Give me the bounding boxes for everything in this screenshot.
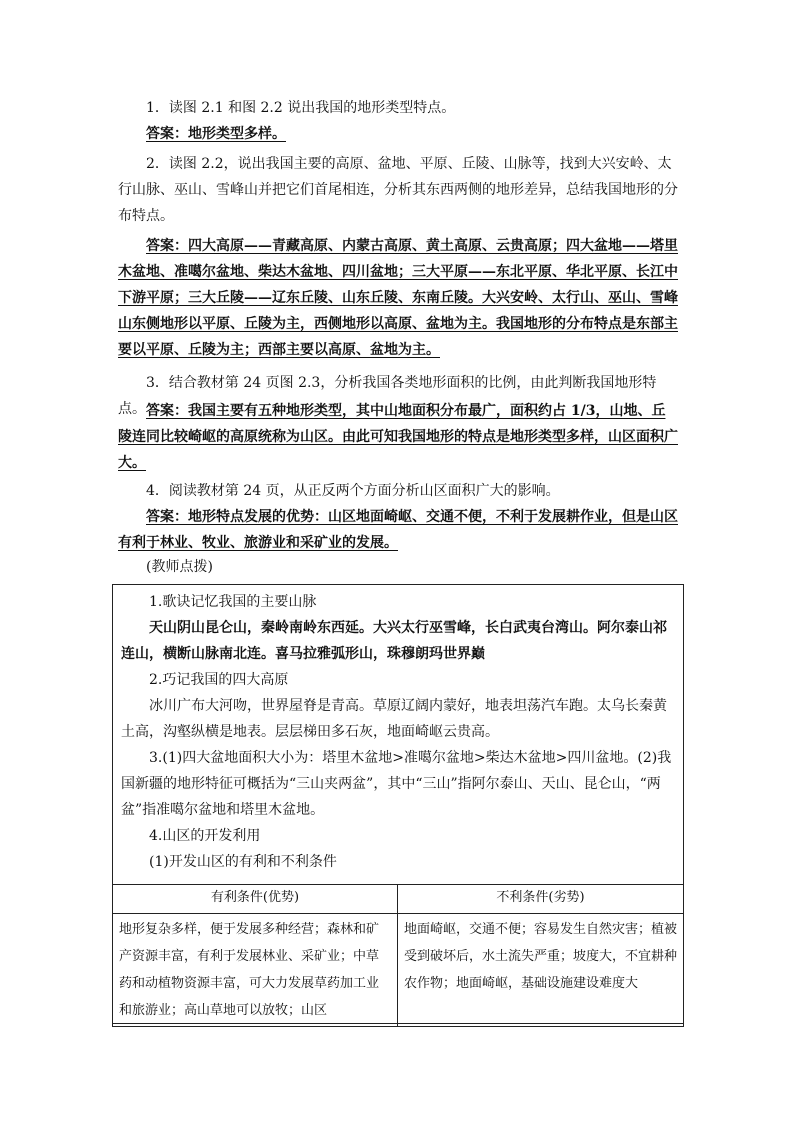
answer-1 [118, 121, 678, 147]
answer-3-text: 答案：我国主要有五种地形类型，其中山地面积分布最广，面积约占 1/3，山地、丘陵连同比较崎岖的高原统称为山区。由此可知我国地形的特点是地形类型多样，山区面积广大。 [118, 403, 678, 471]
tip-heading-2: 2.巧记我国的四大高原 [149, 672, 289, 688]
table-header-advantages: 有利条件(优势) [113, 885, 398, 914]
question-1: 1．读图 2.1 和图 2.2 说出我国的地形类型特点。 [146, 100, 456, 116]
answer-4 [118, 504, 678, 556]
table-header-disadvantages: 不利条件(劣势) [398, 885, 684, 914]
tip-heading-4: 4.山区的开发利用 [149, 828, 261, 844]
teacher-tip-box [112, 584, 684, 1024]
conditions-table [112, 884, 684, 1027]
question-2: 2．读图 2.2，说出我国主要的高原、盆地、平原、丘陵、山脉等，找到大兴安岭、太行山脉、巫山、雪峰山并把它们首尾相连，分析其东西两侧的地形差异，总结我国地形的分布特点。 [118, 156, 678, 224]
answer-2-text: 答案：四大高原——青藏高原、内蒙古高原、黄土高原、云贵高原；四大盆地——塔里木盆地、准噶尔盆地、柴达木盆地、四川盆地；三大平原——东北平原、华北平原、长江中下游平原；三大丘陵——辽东丘陵、山东丘陵、东南丘陵。大兴安岭、太行山、巫山、雪峰山东侧地形以平原、丘陵为主，西侧地形以高原、盆地为主。我国地形的分布特点是东部主要以平原、丘陵为主；西部主要以高原、盆地为主。 [118, 238, 678, 358]
tip-heading-1: 1.歌诀记忆我国的主要山脉 [149, 594, 317, 610]
tip-paragraph-3: 3.(1)四大盆地面积大小为：塔里木盆地>准噶尔盆地>柴达木盆地>四川盆地。(2)我国新疆的地形特征可概括为“三山夹两盆”，其中“三山”指阿尔泰山、天山、昆仑山，“两盆”指准噶尔盆地和塔里木盆地。 [121, 750, 672, 818]
tip-paragraph-1: 天山阴山昆仑山，秦岭南岭东西延。大兴太行巫雪峰，长白武夷台湾山。阿尔泰山祁连山，横断山脉南北连。喜马拉雅弧形山，珠穆朗玛世界巅 [121, 620, 667, 662]
question-4: 4．阅读教材第 24 页，从正反两个方面分析山区面积广大的影响。 [146, 483, 560, 499]
teacher-tip-label: (教师点拨) [146, 559, 213, 575]
table-cell-advantages: 地形复杂多样，便于发展多种经营；森林和矿产资源丰富，有利于发展林业、采矿业；中草药和动植物资源丰富，可大力发展草药加工业和旅游业；高山草地可以放牧；山区 [113, 914, 398, 1027]
question-3: 3．结合教材第 24 页图 2.3，分析我国各类地形面积的比例，由此判断我国地形特点。 [118, 375, 657, 417]
tip-subheading-4-1: (1)开发山区的有利和不利条件 [149, 854, 337, 870]
answer-1-text: 答案：地形类型多样。 [146, 126, 286, 142]
table-cell-disadvantages: 地面崎岖，交通不便；容易发生自然灾害；植被受到破坏后，水土流失严重；坡度大，不宜耕种农作物；地面崎岖，基础设施建设难度大 [398, 914, 684, 1027]
tip-paragraph-2: 冰川广布大河吻，世界屋脊是青高。草原辽阔内蒙好，地表坦荡汽车跑。太乌长秦黄土高，沟壑纵横是地表。层层梯田多石灰，地面崎岖云贵高。 [121, 698, 667, 740]
answer-2 [118, 233, 678, 363]
answer-3 [118, 398, 678, 476]
answer-4-text: 答案：地形特点发展的优势：山区地面崎岖、交通不便，不利于发展耕作业，但是山区有利于林业、牧业、旅游业和采矿业的发展。 [118, 509, 678, 551]
